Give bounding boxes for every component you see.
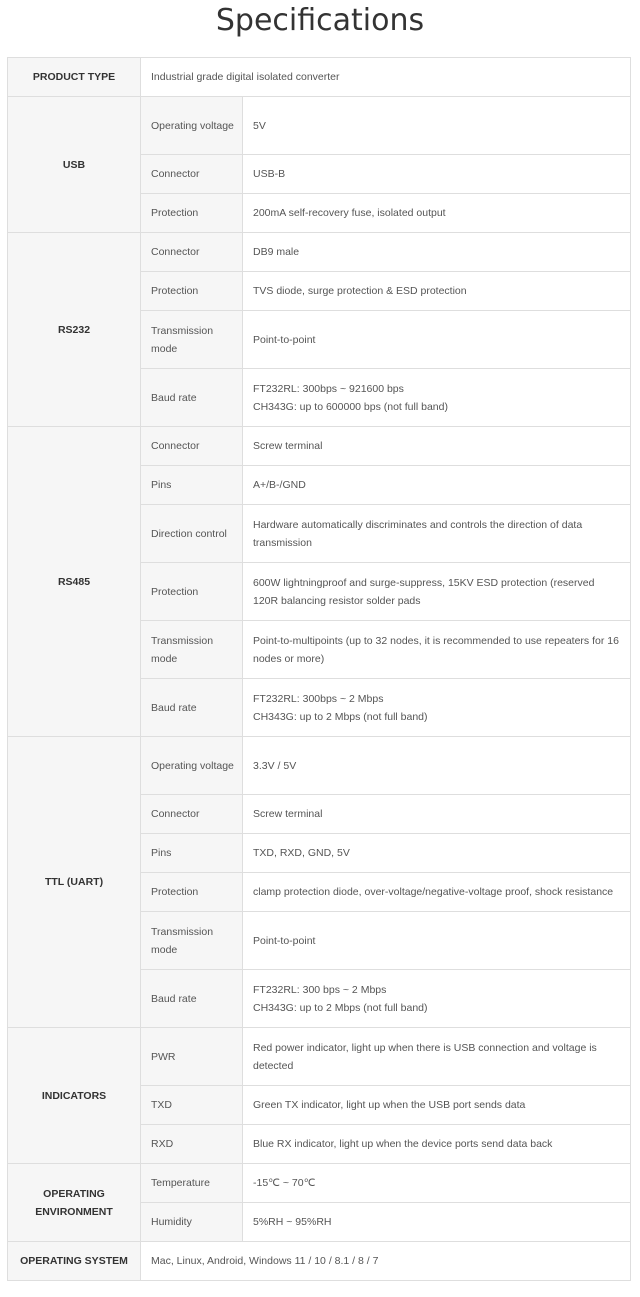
spec-key: RXD [141,1125,243,1164]
spec-key: Connector [141,233,243,272]
spec-value: -15℃ ~ 70℃ [243,1164,631,1203]
spec-key: Connector [141,427,243,466]
spec-value: Screw terminal [243,427,631,466]
spec-value: TXD, RXD, GND, 5V [243,834,631,873]
spec-value: USB-B [243,155,631,194]
spec-value: 200mA self-recovery fuse, isolated output [243,194,631,233]
spec-value [243,970,631,1028]
product-type-value: Industrial grade digital isolated converter [141,58,631,97]
spec-key: Protection [141,873,243,912]
spec-value: Point-to-point [243,311,631,369]
category-operating-system: OPERATING SYSTEM [8,1242,141,1281]
spec-value: A+/B-/GND [243,466,631,505]
spec-key: Pins [141,834,243,873]
table-row [8,1242,631,1281]
spec-key: Baud rate [141,970,243,1028]
spec-value: Red power indicator, light up when there is USB connection and voltage is detected [243,1028,631,1086]
table-row [8,427,631,466]
category-rs485: RS485 [8,427,141,737]
spec-value: Green TX indicator, light up when the USB port sends data [243,1086,631,1125]
table-row [8,97,631,155]
spec-key: Baud rate [141,679,243,737]
spec-value: 3.3V / 5V [243,737,631,795]
category-rs232: RS232 [8,233,141,427]
spec-value-line: FT232RL: 300bps ~ 2 Mbps [253,692,384,705]
spec-value: 5%RH ~ 95%RH [243,1203,631,1242]
spec-value: Blue RX indicator, light up when the device ports send data back [243,1125,631,1164]
spec-key: Transmission mode [141,311,243,369]
spec-value: 5V [243,97,631,155]
spec-key: Transmission mode [141,912,243,970]
spec-value: Hardware automatically discriminates and controls the direction of data transmission [243,505,631,563]
spec-value: 600W lightningproof and surge-suppress, 15KV ESD protection (reserved 120R balancing resistor solder pads [243,563,631,621]
spec-key: TXD [141,1086,243,1125]
spec-key: PWR [141,1028,243,1086]
table-row [8,1028,631,1086]
spec-key: Direction control [141,505,243,563]
table-row [8,58,631,97]
spec-value: DB9 male [243,233,631,272]
spec-key: Connector [141,795,243,834]
spec-key: Protection [141,194,243,233]
spec-value: Screw terminal [243,795,631,834]
spec-value [243,369,631,427]
operating-system-value: Mac, Linux, Android, Windows 11 / 10 / 8.1 / 8 / 7 [141,1242,631,1281]
spec-key: Connector [141,155,243,194]
category-product-type: PRODUCT TYPE [8,58,141,97]
spec-key: Baud rate [141,369,243,427]
table-row [8,1164,631,1203]
table-row [8,737,631,795]
spec-value-line: CH343G: up to 2 Mbps (not full band) [253,710,428,723]
category-usb: USB [8,97,141,233]
category-operating-environment: OPERATING ENVIRONMENT [8,1164,141,1242]
category-indicators: INDICATORS [8,1028,141,1164]
spec-value: TVS diode, surge protection & ESD protection [243,272,631,311]
spec-value: clamp protection diode, over-voltage/negative-voltage proof, shock resistance [243,873,631,912]
specifications-table [7,57,631,1281]
page-title: Specifications [215,3,425,38]
spec-value [243,679,631,737]
spec-value: Point-to-multipoints (up to 32 nodes, it is recommended to use repeaters for 16 nodes or more) [243,621,631,679]
spec-key: Transmission mode [141,621,243,679]
spec-value-line: CH343G: up to 600000 bps (not full band) [253,400,448,413]
spec-value-line: FT232RL: 300bps ~ 921600 bps [253,382,404,395]
spec-key: Humidity [141,1203,243,1242]
spec-key: Protection [141,272,243,311]
spec-key: Operating voltage [141,97,243,155]
spec-key: Operating voltage [141,737,243,795]
spec-key: Protection [141,563,243,621]
table-row [8,233,631,272]
spec-value-line: FT232RL: 300 bps ~ 2 Mbps [253,983,387,996]
spec-value: Point-to-point [243,912,631,970]
category-ttl-uart: TTL (UART) [8,737,141,1028]
spec-value-line: CH343G: up to 2 Mbps (not full band) [253,1001,428,1014]
spec-key: Temperature [141,1164,243,1203]
spec-key: Pins [141,466,243,505]
